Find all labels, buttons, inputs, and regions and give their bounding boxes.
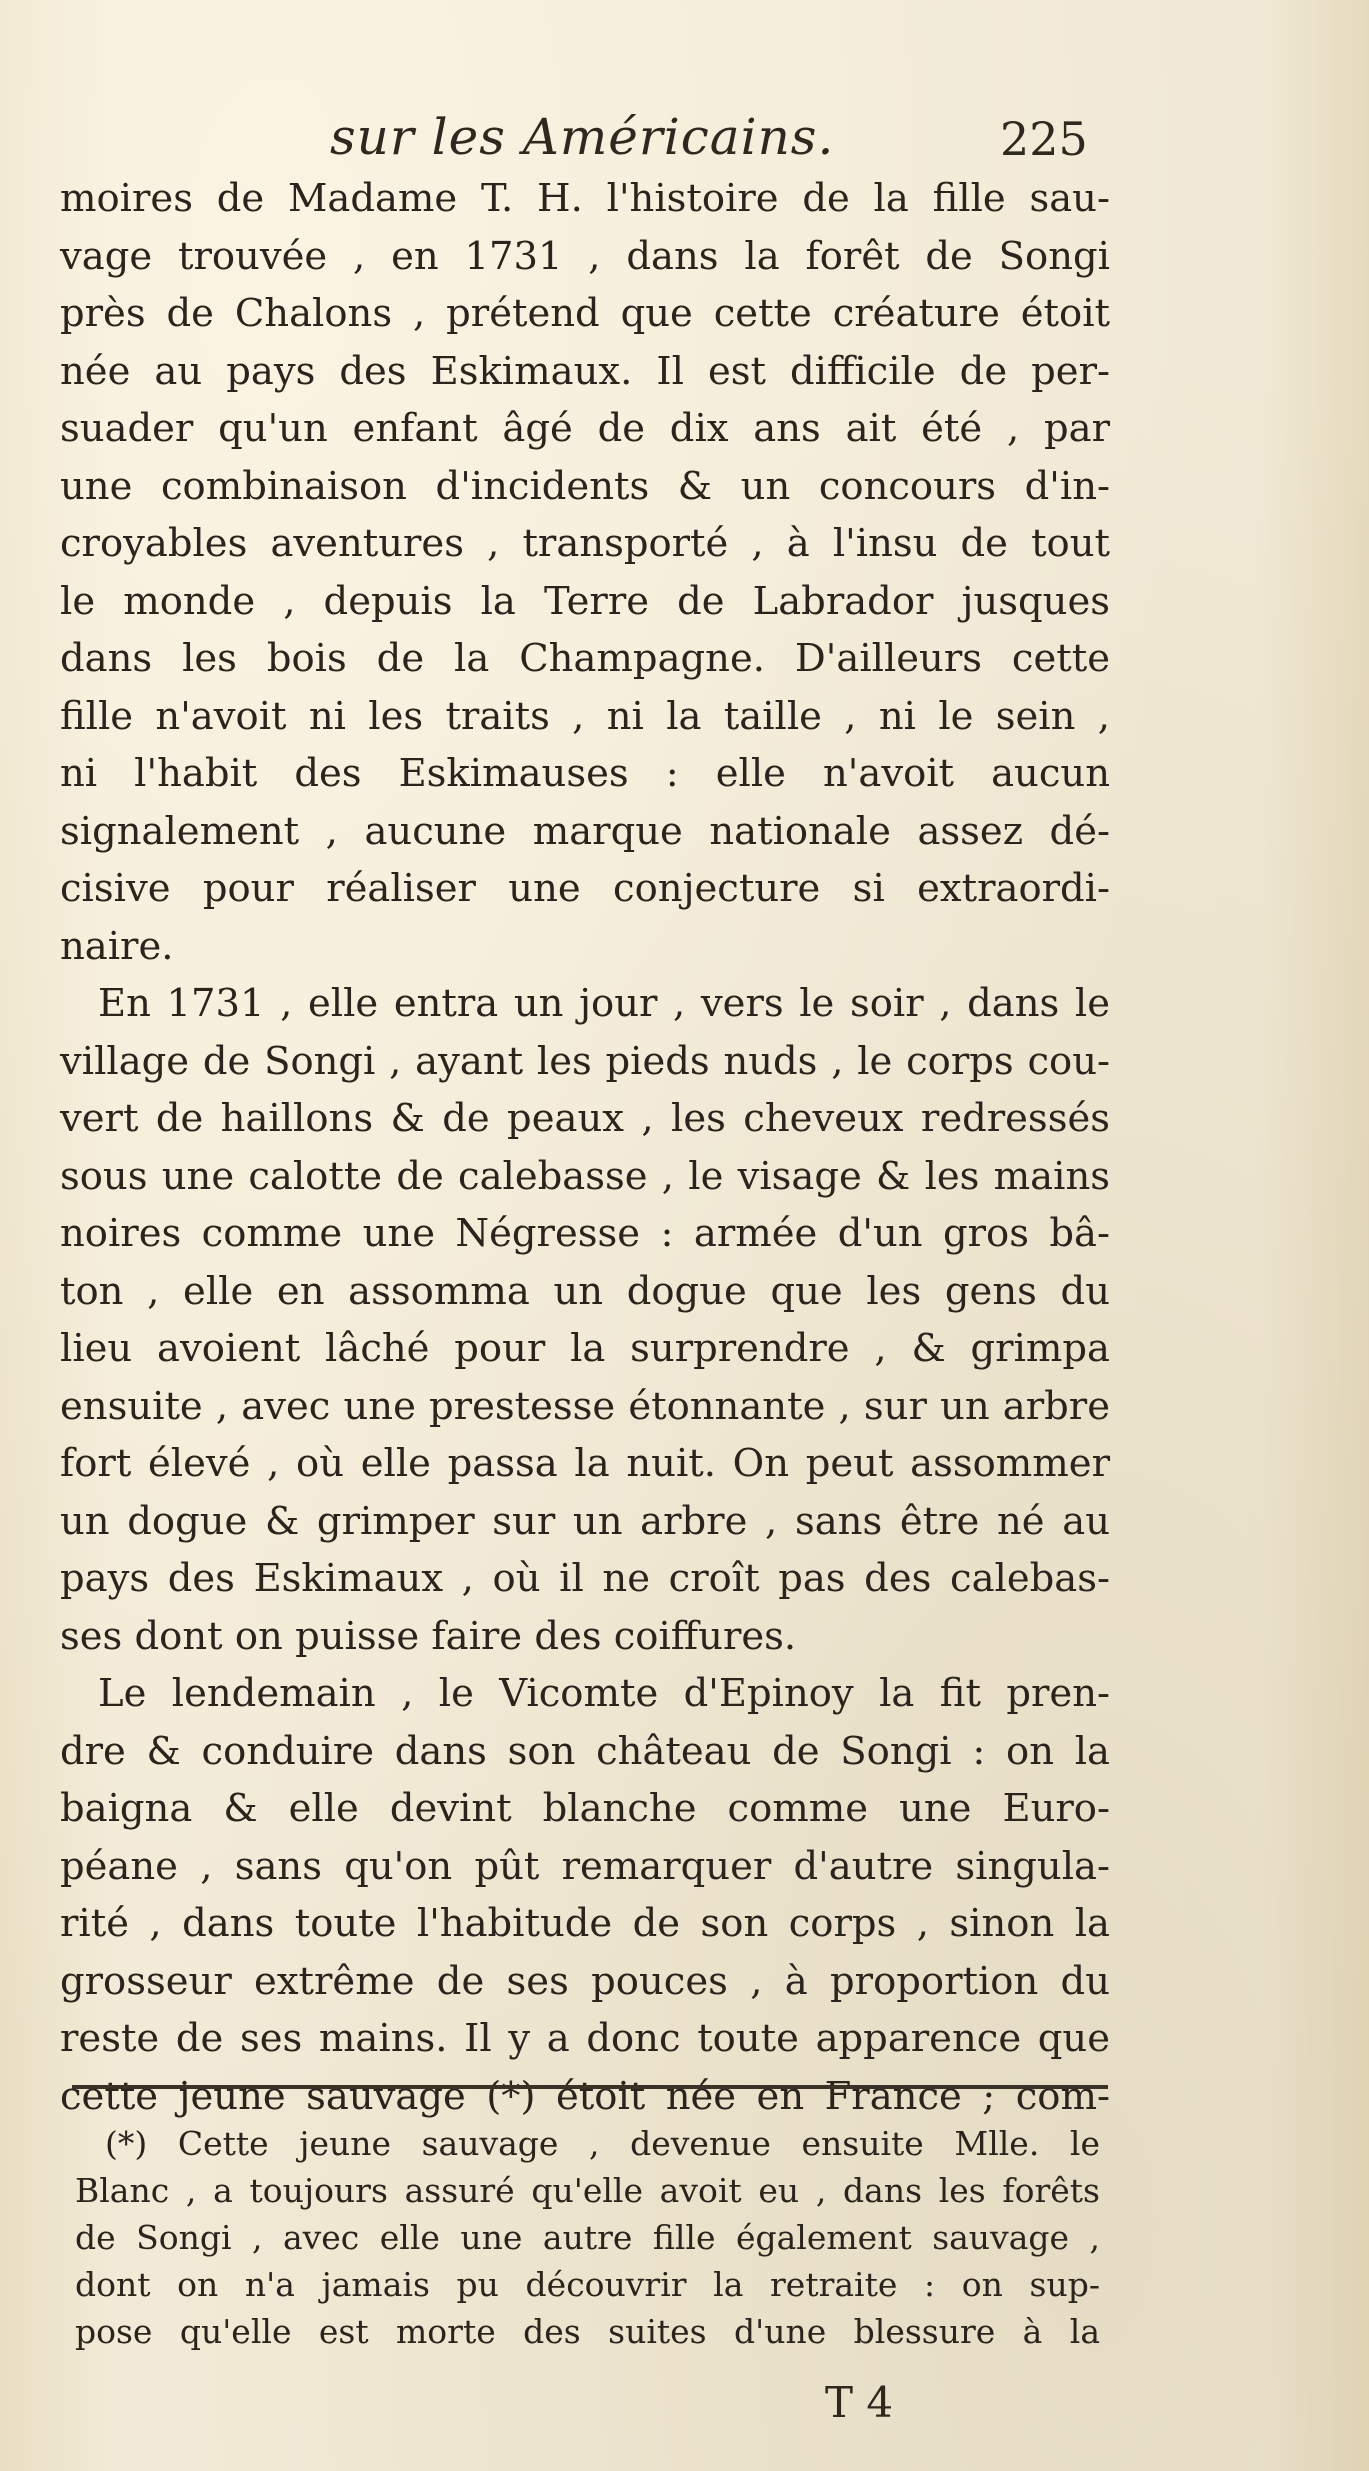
text-line: reste de ses mains. Il y a donc toute apparence que: [60, 2016, 1110, 2061]
footnote-line: pose qu'elle est morte des suites d'une blessure à la: [75, 2312, 1100, 2351]
text-line: dre & conduire dans son château de Songi : on la: [60, 1728, 1110, 1774]
signature-mark: T 4: [825, 2378, 894, 2427]
page-header: [0, 108, 1369, 168]
page-number: 225: [1000, 112, 1088, 166]
text-line: près de Chalons , prétend que cette créature étoit: [60, 291, 1110, 336]
footnote: [75, 2120, 1100, 2355]
text-line: croyables aventures , transporté , à l'insu de tout: [60, 521, 1110, 566]
footnote-line: (*) Cette jeune sauvage , devenue ensuite Mlle. le: [105, 2124, 1100, 2163]
text-line: cisive pour réaliser une conjecture si extraordi-: [60, 866, 1110, 911]
text-line: rité , dans toute l'habitude de son corps , sinon la: [60, 1901, 1110, 1946]
text-line: village de Songi , ayant les pieds nuds , le corps cou-: [60, 1038, 1110, 1084]
footnote-line: de Songi , avec elle une autre fille également sauvage ,: [75, 2218, 1100, 2257]
paragraph-2: [60, 975, 1110, 1665]
footnote-line: Blanc , a toujours assuré qu'elle avoit eu , dans les forêts: [75, 2171, 1100, 2210]
text-line: née au pays des Eskimaux. Il est difficile de per-: [60, 348, 1110, 394]
text-line: vage trouvée , en 1731 , dans la forêt de Songi: [60, 233, 1110, 279]
text-line: Le lendemain , le Vicomte d'Epinoy la fit pren-: [98, 1671, 1110, 1716]
text-line: baigna & elle devint blanche comme une Euro-: [60, 1786, 1110, 1831]
text-line: En 1731 , elle entra un jour , vers le soir , dans le: [98, 981, 1110, 1026]
running-head: sur les Américains.: [330, 108, 835, 166]
paragraph-1: [60, 170, 1110, 975]
paragraph-3: [60, 1665, 1110, 2125]
text-line: ensuite , avec une prestesse étonnante , sur un arbre: [60, 1383, 1110, 1429]
text-line: un dogue & grimper sur un arbre , sans être né au: [60, 1498, 1110, 1544]
text-line: ton , elle en assomma un dogue que les gens du: [60, 1268, 1110, 1314]
text-line: cette jeune sauvage (*) étoit née en France ; com-: [60, 2073, 1110, 2119]
text-line: vert de haillons & de peaux , les cheveux redressés: [60, 1096, 1110, 1141]
text-line: pays des Eskimaux , où il ne croît pas des calebas-: [60, 1556, 1110, 1601]
text-line: suader qu'un enfant âgé de dix ans ait été , par: [60, 406, 1110, 451]
text-line: moires de Madame T. H. l'histoire de la fille sau-: [60, 176, 1110, 221]
footnote-line: dont on n'a jamais pu découvrir la retraite : on sup-: [75, 2265, 1100, 2304]
text-line: péane , sans qu'on pût remarquer d'autre singula-: [60, 1843, 1110, 1889]
text-line: grosseur extrême de ses pouces , à proportion du: [60, 1958, 1110, 2004]
text-line: lieu avoient lâché pour la surprendre , & grimpa: [60, 1326, 1110, 1371]
text-line: naire.: [60, 923, 174, 969]
footnote-rule: [72, 2085, 1108, 2089]
text-line: une combinaison d'incidents & un concours d'in-: [60, 463, 1110, 509]
text-line: ni l'habit des Eskimauses : elle n'avoit aucun: [60, 751, 1110, 796]
text-line: le monde , depuis la Terre de Labrador jusques: [60, 578, 1110, 624]
text-line: fille n'avoit ni les traits , ni la taille , ni le sein ,: [60, 693, 1110, 739]
text-line: fort élevé , où elle passa la nuit. On peut assommer: [60, 1441, 1110, 1486]
text-line: ses dont on puisse faire des coiffures.: [60, 1613, 797, 1659]
text-line: sous une calotte de calebasse , le visage & les mains: [60, 1153, 1110, 1199]
text-line: noires comme une Négresse : armée d'un gros bâ-: [60, 1211, 1110, 1256]
body-text: [60, 170, 1110, 2125]
text-line: dans les bois de la Champagne. D'ailleurs cette: [60, 636, 1110, 681]
text-line: signalement , aucune marque nationale assez dé-: [60, 808, 1110, 854]
